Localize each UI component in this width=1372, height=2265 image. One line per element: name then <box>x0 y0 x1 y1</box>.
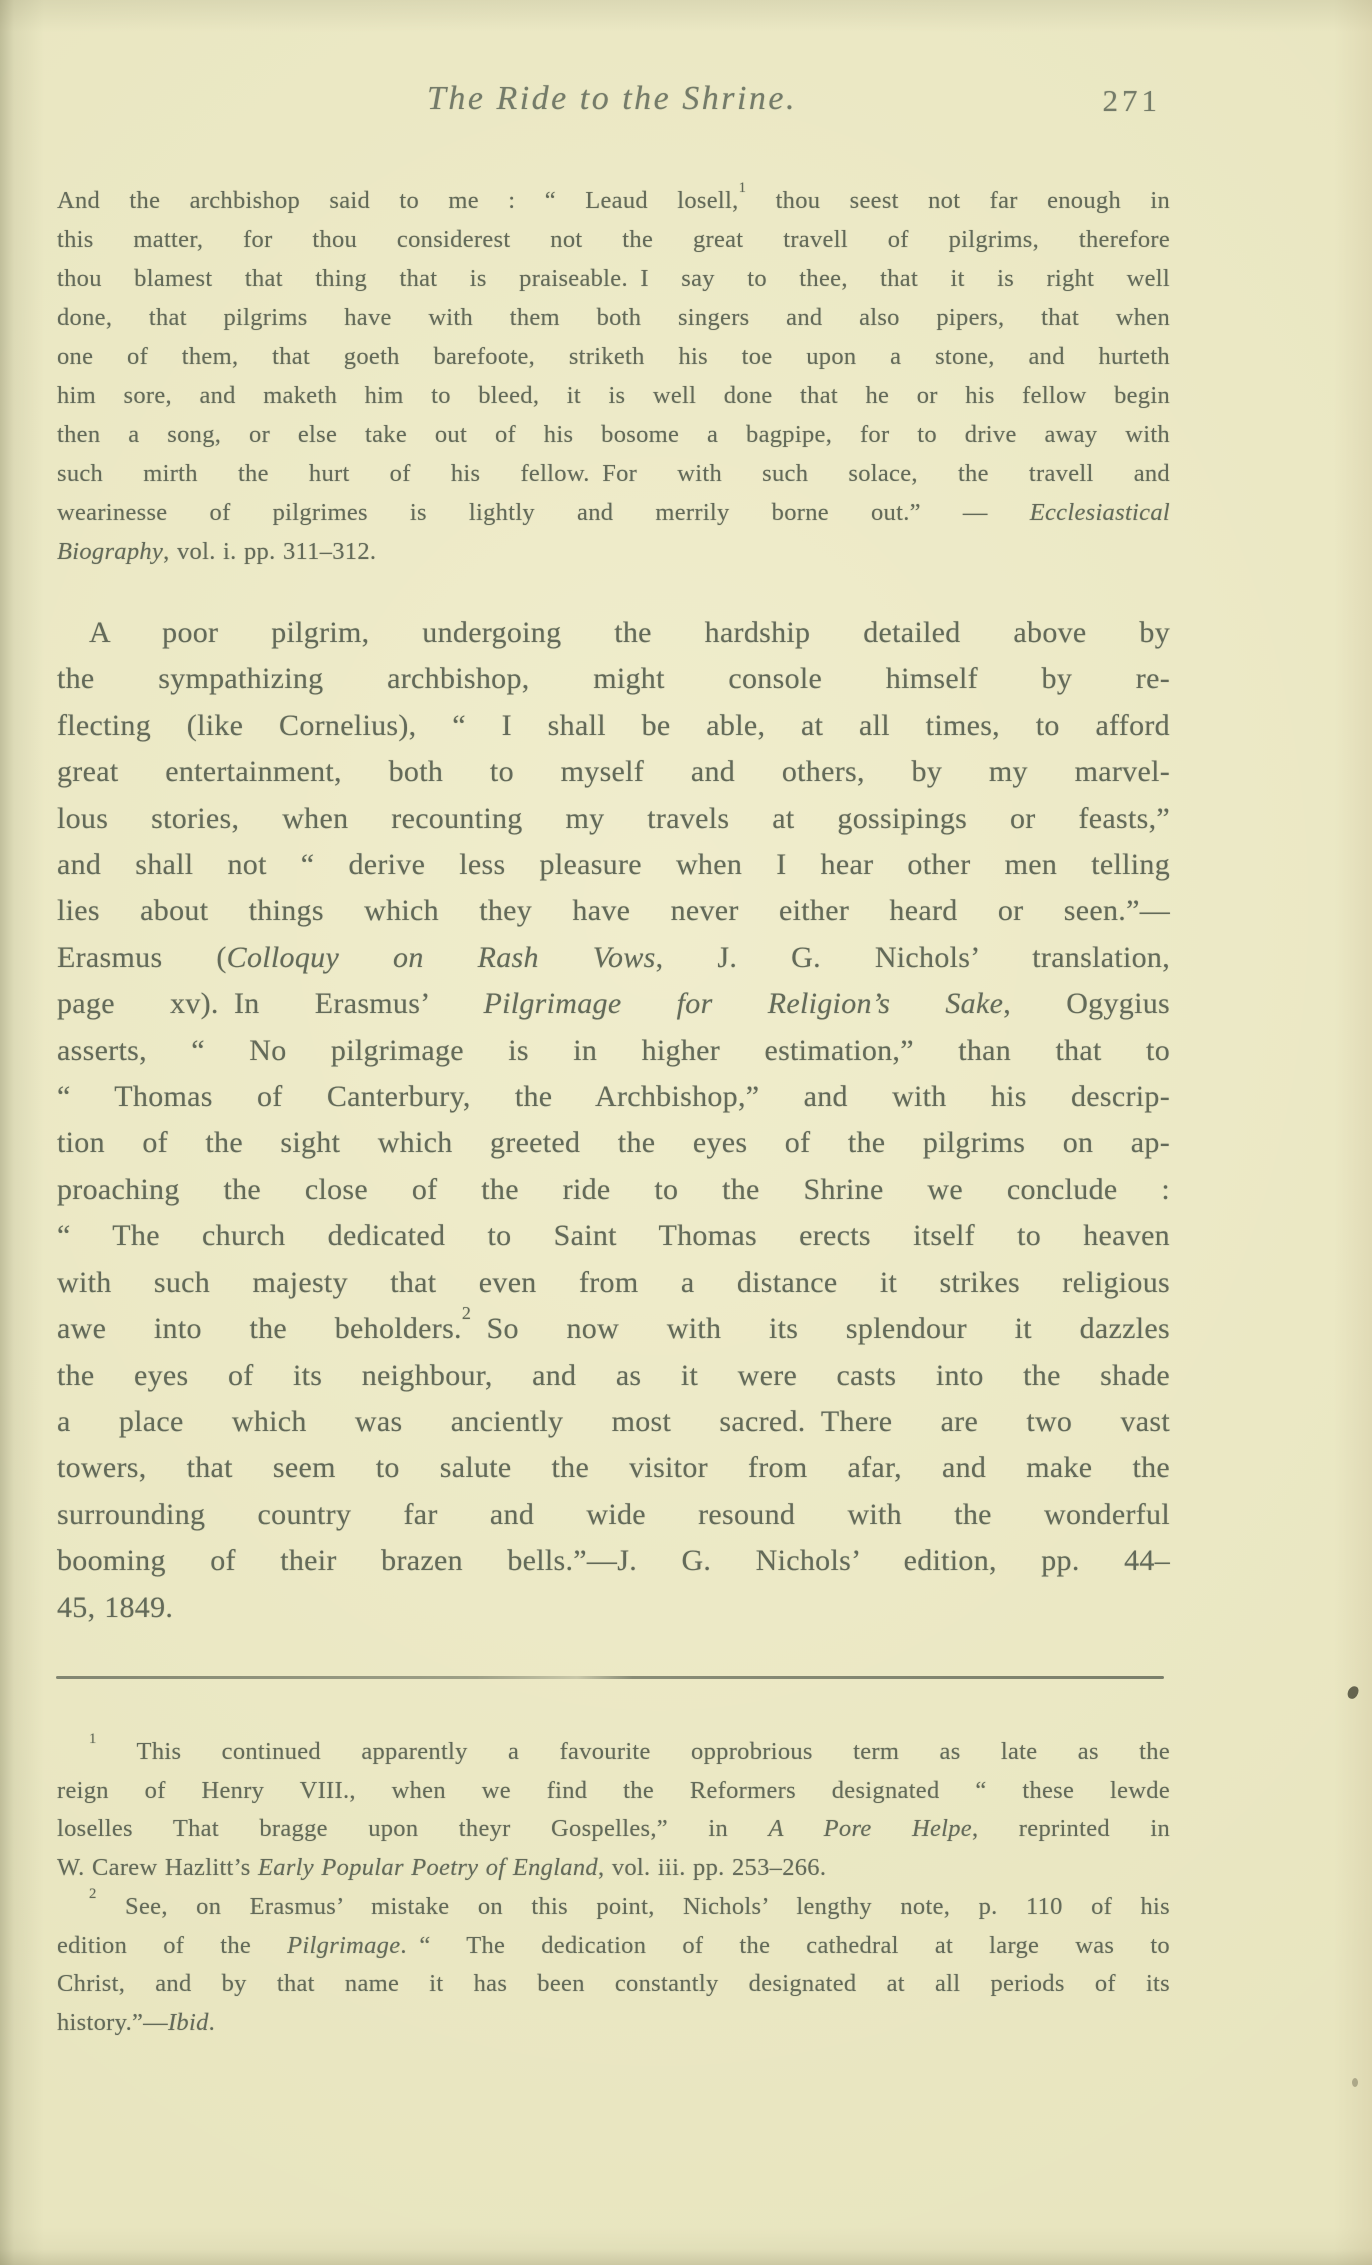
text-line: with such majesty that even from a distance it strikes religious <box>57 1265 1170 1299</box>
text-line: history.”—Ibid. <box>57 2008 216 2036</box>
text-line: lous stories, when recounting my travels at gossipings or feasts,” <box>57 801 1170 835</box>
text-line: great entertainment, both to myself and others, by my marvel- <box>57 755 1170 789</box>
text-line: W. Carew Hazlitt’s Early Popular Poetry of England, vol. iii. pp. 253–266. <box>57 1854 827 1882</box>
text-line: done, that pilgrims have with them both singers and also pipers, that when <box>57 304 1170 331</box>
page-header <box>57 80 1167 124</box>
text-line: page xv). In Erasmus’ Pilgrimage for Religion’s Sake, Ogygius <box>57 987 1170 1021</box>
text-line: awe into the beholders.$^2$ So now with its splendour it dazzles <box>57 1303 1171 1346</box>
text-line: $^1$ This continued apparently a favourite opprobrious term as late as the <box>89 1731 1170 1765</box>
quote-block <box>57 181 1170 571</box>
text-line: Christ, and by that name it has been constantly designated at all periods of its <box>57 1970 1170 1998</box>
text-line: “ Thomas of Canterbury, the Archbishop,” and with his descrip- <box>57 1080 1170 1114</box>
footnote-rule <box>56 1676 1164 1679</box>
footnote-2 <box>57 1888 1170 2043</box>
text-line: him sore, and maketh him to bleed, it is well done that he or his fellow begin <box>57 382 1170 409</box>
text-line: edition of the Pilgrimage. “ The dedication of the cathedral at large was to <box>57 1931 1170 1959</box>
text-line: tion of the sight which greeted the eyes of the pilgrims on ap- <box>57 1126 1170 1160</box>
footnote-1 <box>57 1733 1170 1888</box>
text-line: surrounding country far and wide resound with the wonderful <box>57 1497 1170 1531</box>
text-line: towers, that seem to salute the visitor from afar, and make the <box>57 1451 1170 1485</box>
text-line: loselles That bragge upon theyr Gospelles,” in A Pore Helpe, reprinted in <box>57 1815 1170 1843</box>
ink-speck <box>1352 2078 1358 2087</box>
text-line: Erasmus (Colloquy on Rash Vows, J. G. Nichols’ translation, <box>57 940 1171 974</box>
text-line: lies about things which they have never either heard or seen.”— <box>57 894 1170 928</box>
body-paragraph <box>57 610 1170 1631</box>
text-line: then a song, or else take out of his bosome a bagpipe, for to drive away with <box>57 421 1170 448</box>
text-line: booming of their brazen bells.”—J. G. Nichols’ edition, pp. 44– <box>57 1544 1170 1578</box>
text-line: the eyes of its neighbour, and as it were casts into the shade <box>57 1358 1170 1392</box>
text-line: proaching the close of the ride to the Shrine we conclude : <box>57 1172 1170 1206</box>
text-line: “ The church dedicated to Saint Thomas erects itself to heaven <box>57 1219 1170 1253</box>
footnotes-section <box>57 1733 1170 2043</box>
text-line: such mirth the hurt of his fellow. For with such solace, the travell and <box>57 460 1170 487</box>
ink-speck <box>1346 1685 1360 1700</box>
text-line: flecting (like Cornelius), “ I shall be able, at all times, to afford <box>57 708 1170 742</box>
running-title: The Ride to the Shrine. <box>426 80 798 117</box>
text-line: And the archbishop said to me : “ Leaud losell,$^1$ thou seest not far enough in <box>57 180 1170 214</box>
text-line: thou blamest that thing that is praiseable. I say to thee, that it is right well <box>57 265 1170 292</box>
text-line: one of them, that goeth barefoote, striketh his toe upon a stone, and hurteth <box>57 343 1170 370</box>
text-line: $^2$ See, on Erasmus’ mistake on this point, Nichols’ lengthy note, p. 110 of his <box>89 1886 1170 1920</box>
text-line: the sympathizing archbishop, might console himself by re- <box>57 662 1170 696</box>
text-line: and shall not “ derive less pleasure when I hear other men telling <box>57 848 1170 882</box>
text-line: reign of Henry VIII., when we find the Reformers designated “ these lewde <box>57 1776 1170 1804</box>
text-line: 45, 1849. <box>57 1590 174 1624</box>
text-line: a place which was anciently most sacred. There are two vast <box>57 1404 1170 1438</box>
text-line: asserts, “ No pilgrimage is in higher estimation,” than that to <box>57 1033 1170 1067</box>
text-line: A poor pilgrim, undergoing the hardship detailed above by <box>89 616 1170 649</box>
text-line: wearinesse of pilgrimes is lightly and merrily borne out.” — Ecclesiastical <box>57 499 1170 526</box>
page-number: 271 <box>1102 83 1161 118</box>
text-line: this matter, for thou considerest not the great travell of pilgrims, therefore <box>57 226 1170 253</box>
text-line: Biography, vol. i. pp. 311–312. <box>57 538 377 565</box>
